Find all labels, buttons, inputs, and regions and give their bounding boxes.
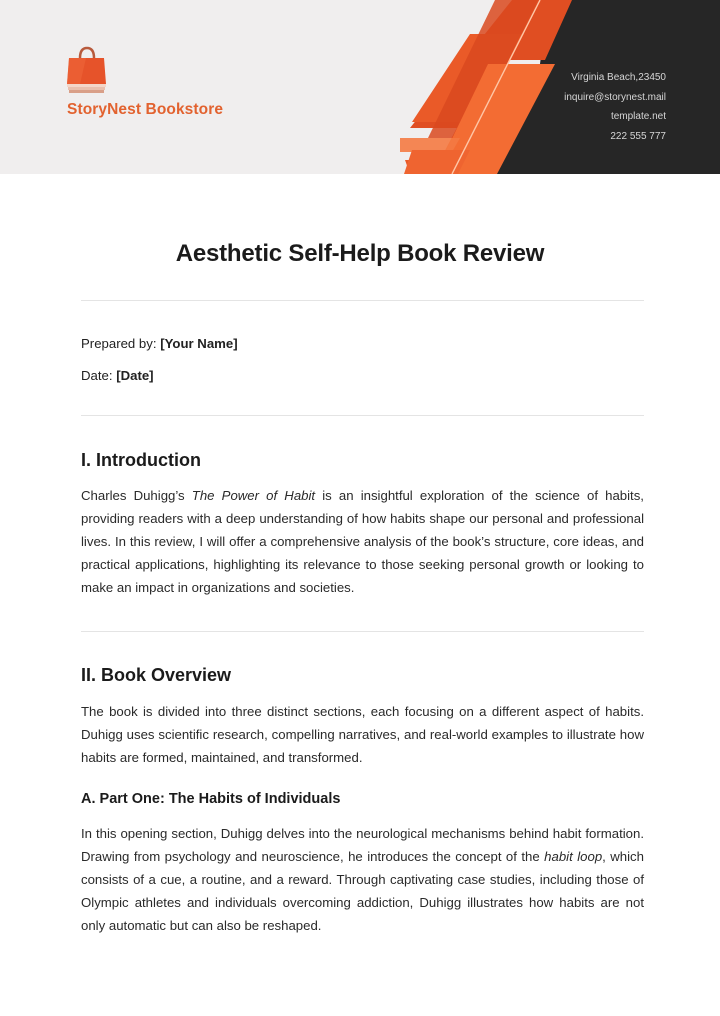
part-one-text: , which consists of a cue, a routine, and a reward. Through captivating case studies, including those of Olympic athletes and individuals overcoming addiction, Duhigg illustrates how habits are not only automatic but can also be reshaped. bbox=[81, 849, 644, 933]
intro-text: Charles Duhigg’s bbox=[81, 488, 192, 503]
part-one-text: In this opening section, Duhigg delves into the neurological mechanisms behind habit formation. Drawing from psychology and neuroscience, he introduces the concept of the bbox=[81, 826, 644, 864]
date bbox=[81, 368, 154, 383]
contact-website[interactable]: template.net bbox=[610, 111, 666, 122]
heading-book-overview: II. Book Overview bbox=[81, 665, 232, 685]
divider bbox=[81, 631, 644, 632]
prepared-by-value: [Your Name] bbox=[160, 336, 238, 351]
overview-paragraph: The book is divided into three distinct sections, each focusing on a different aspect of habits. Duhigg uses scientific research, compelling narratives, and real-world examples to illustrate how habits are formed, maintained, and transformed. bbox=[81, 704, 644, 765]
brand-name: StoryNest Bookstore bbox=[67, 101, 224, 118]
contact-address: Virginia Beach,23450 bbox=[571, 72, 666, 83]
heading-introduction: I. Introduction bbox=[81, 450, 201, 470]
habit-loop-term: habit loop bbox=[544, 849, 603, 864]
intro-text: is an insightful exploration of the science of habits, providing readers with a deep understanding of how habits shape our personal and professional lives. In this review, I will offer a comprehensive analysis of the book’s structure, core ideas, and practical applications, highlighting its relevance to those seeking personal growth or looking to make an impact in organizations and societies. bbox=[81, 488, 644, 595]
divider bbox=[81, 415, 644, 416]
date-value: [Date] bbox=[116, 368, 154, 383]
book-title: The Power of Habit bbox=[191, 488, 316, 503]
divider bbox=[81, 300, 644, 301]
date-label: Date: bbox=[81, 368, 113, 383]
shopping-bag-book-logo-icon bbox=[66, 46, 108, 96]
heading-part-one: A. Part One: The Habits of Individuals bbox=[81, 791, 341, 807]
contact-info bbox=[564, 68, 666, 146]
part-one-paragraph bbox=[81, 822, 644, 937]
prepared-by bbox=[81, 336, 238, 351]
introduction-paragraph bbox=[81, 484, 644, 599]
contact-email[interactable]: inquire@storynest.mail bbox=[564, 91, 666, 103]
letterhead bbox=[0, 0, 720, 174]
contact-phone: 222 555 777 bbox=[610, 130, 666, 142]
document-title: Aesthetic Self-Help Book Review bbox=[175, 240, 545, 267]
prepared-by-label: Prepared by: bbox=[81, 336, 157, 351]
